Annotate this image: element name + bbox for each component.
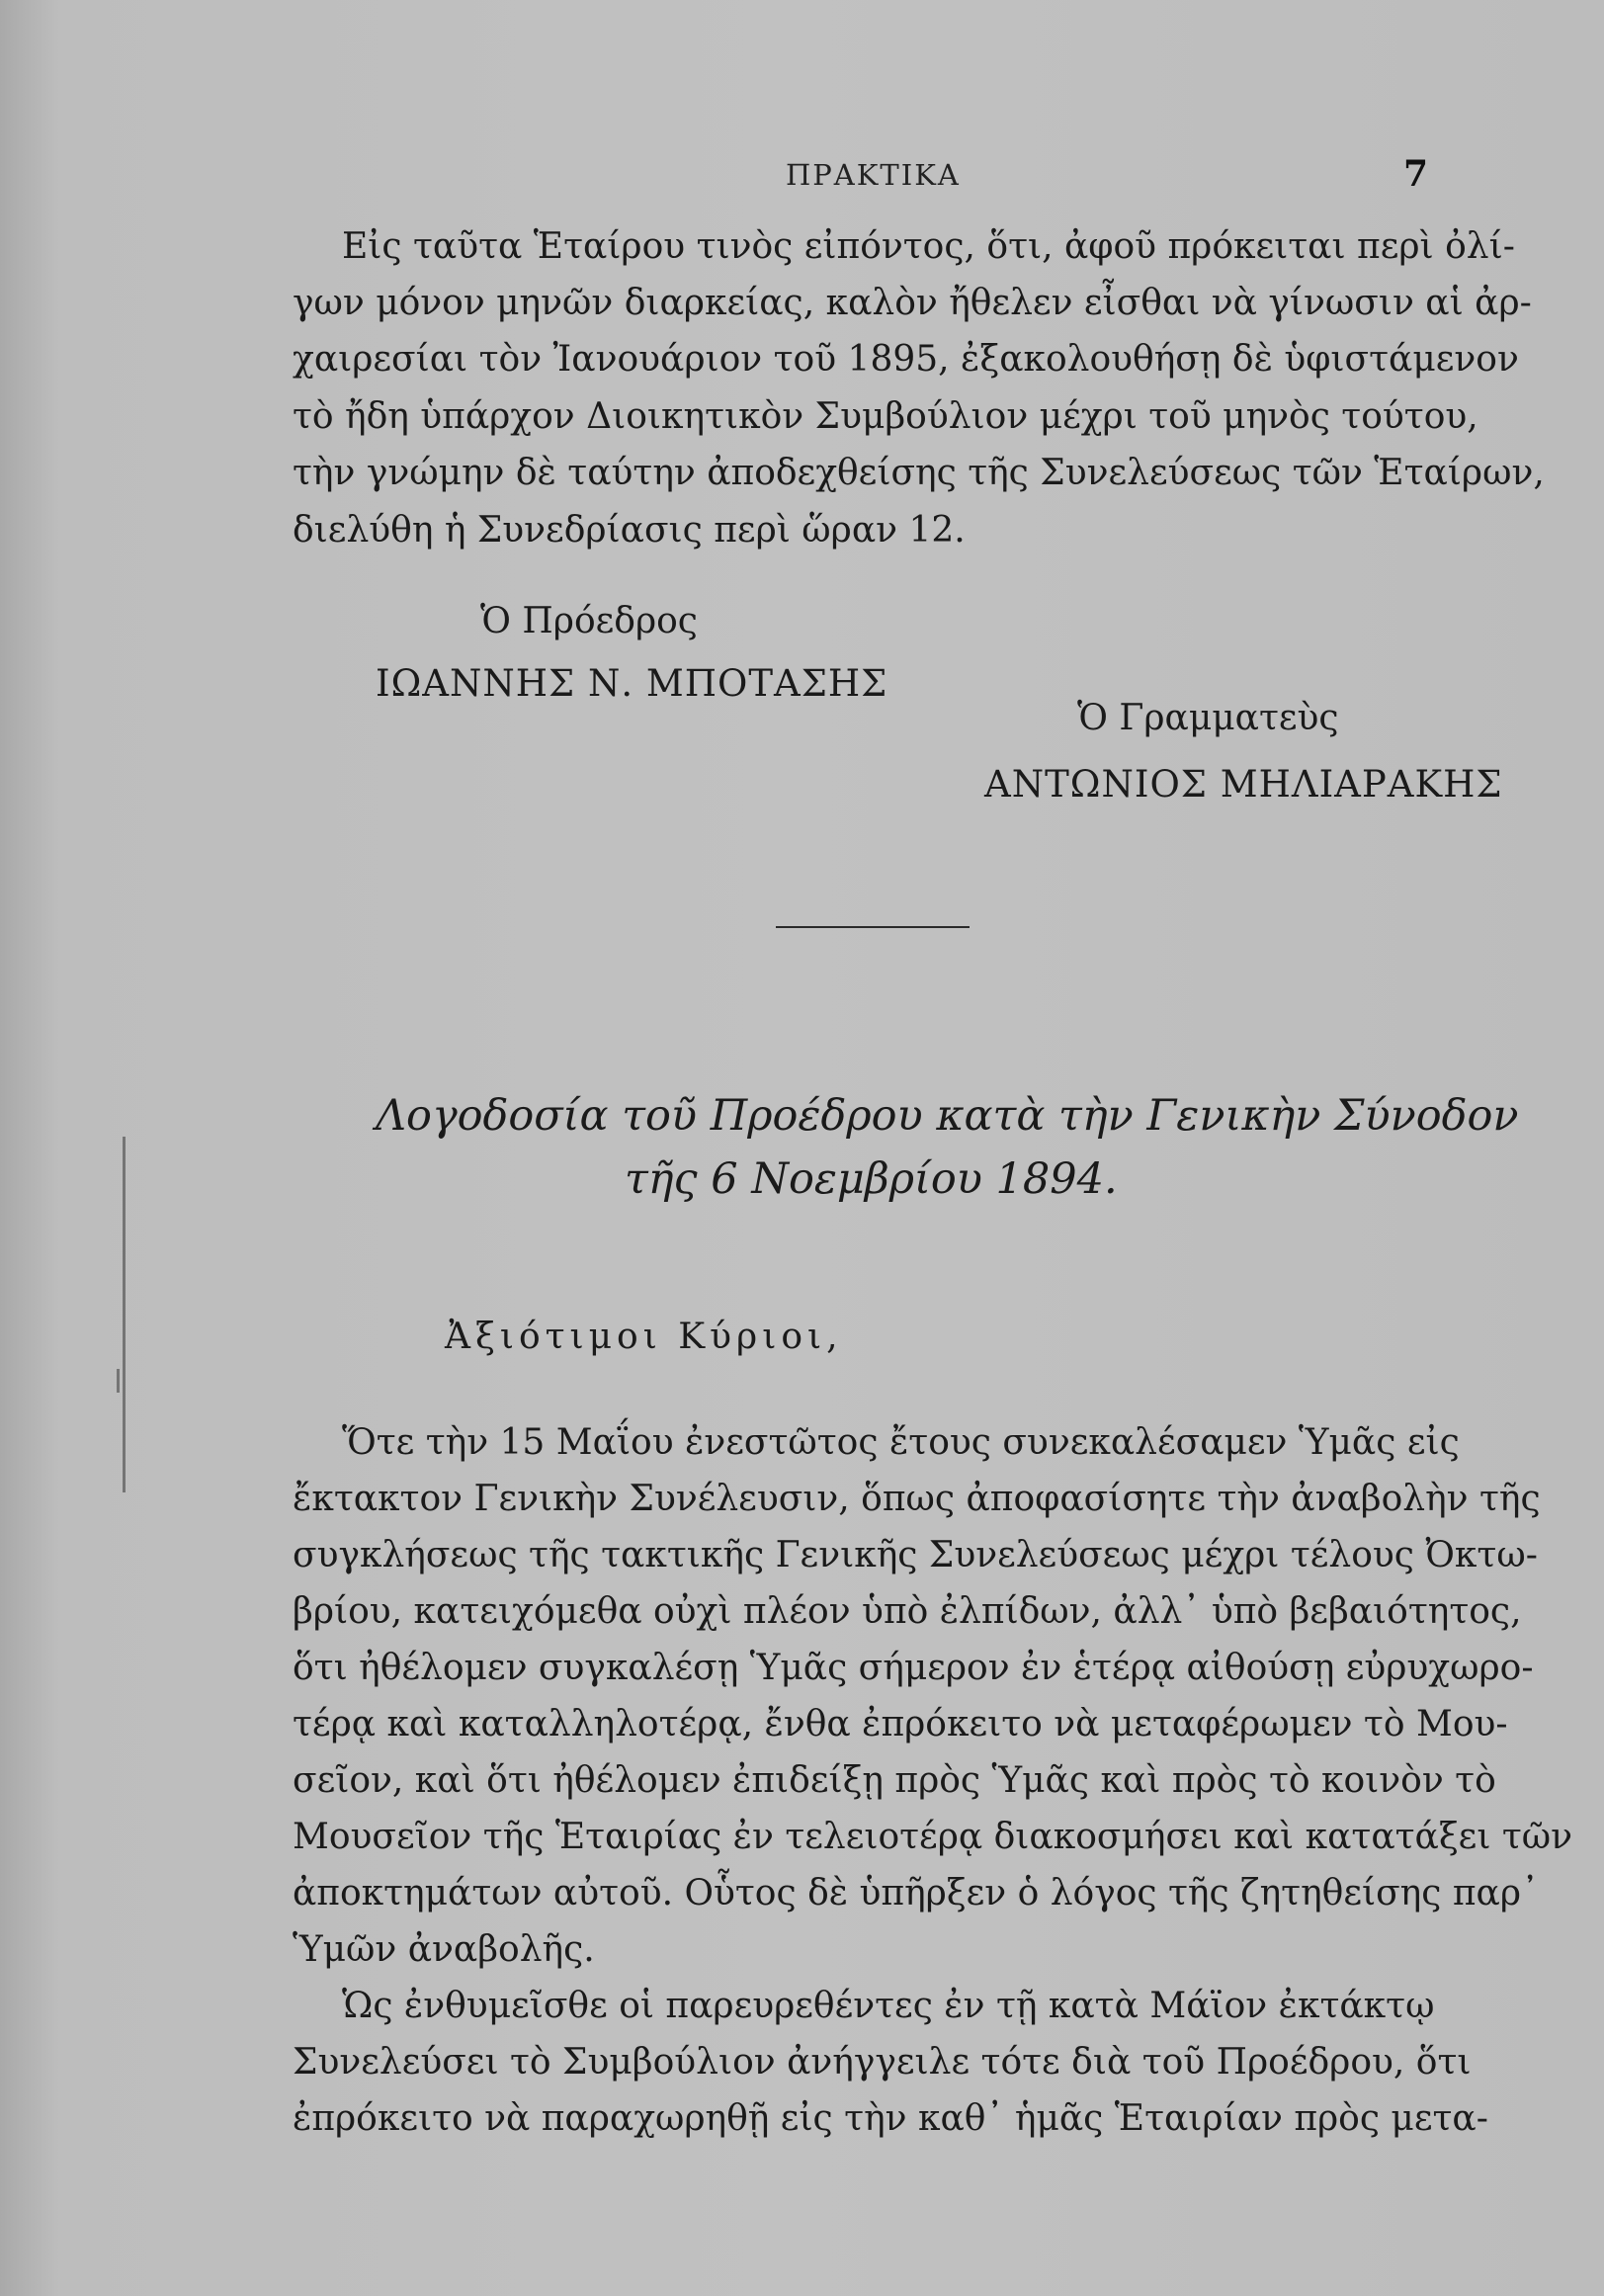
- paragraph-2-line: Ὅτε τὴν 15 Μαΐου ἐνεστῶτος ἔτους συνεκαλέσαμεν Ὑμᾶς εἰς: [342, 1422, 1460, 1463]
- salutation: Ἀξιότιμοι Κύριοι,: [445, 1317, 843, 1357]
- paragraph-1-line: διελύθη ἡ Συνεδρίασις περὶ ὥραν 12.: [293, 510, 966, 551]
- president-title: Ὁ Πρόεδρος: [480, 601, 698, 641]
- paragraph-2-line: βρίου, κατειχόμεθα οὐχὶ πλέον ὑπὸ ἐλπίδων, ἀλλ᾽ ὑπὸ βεβαιότητος,: [293, 1591, 1522, 1632]
- secretary-name: ΑΝΤΩΝΙΟΣ ΜΗΛΙΑΡΑΚΗΣ: [984, 763, 1503, 806]
- section-divider: [776, 926, 970, 928]
- paragraph-3-line: Συνελεύσει τὸ Συμβούλιον ἀνήγγειλε τότε διὰ τοῦ Προέδρου, ὅτι: [293, 2042, 1472, 2083]
- paragraph-2-line: τέρᾳ καὶ καταλληλοτέρᾳ, ἔνθα ἐπρόκειτο νὰ μεταφέρωμεν τὸ Μου-: [293, 1704, 1508, 1744]
- paragraph-2-line: Μουσεῖον τῆς Ἑταιρίας ἐν τελειοτέρᾳ διακοσμήσει καὶ κατατάξει τῶν: [293, 1817, 1573, 1857]
- president-name: ΙΩΑΝΝΗΣ Ν. ΜΠΟΤΑΣΗΣ: [376, 662, 888, 705]
- binding-gutter-mark: [123, 1137, 126, 1492]
- paragraph-1-line: χαιρεσίαι τὸν Ἰανουάριον τοῦ 1895, ἐξακολουθήσῃ δὲ ὑφιστάμενον: [293, 339, 1519, 380]
- paragraph-1-line: τὴν γνώμην δὲ ταύτην ἀποδεχθείσης τῆς Συνελεύσεως τῶν Ἑταίρων,: [293, 453, 1545, 493]
- paragraph-3-line: Ὡς ἐνθυμεῖσθε οἱ παρευρεθέντες ἐν τῇ κατὰ Μάϊον ἐκτάκτῳ: [342, 1986, 1435, 2026]
- paragraph-1-line: τὸ ἤδη ὑπάρχον Διοικητικὸν Συμβούλιον μέχρι τοῦ μηνὸς τούτου,: [293, 396, 1478, 437]
- paragraph-2-line: Ὑμῶν ἀναβολῆς.: [293, 1929, 595, 1970]
- running-header: ΠΡΑΚΤΙΚΑ: [786, 158, 961, 192]
- binding-gutter-tick: [117, 1369, 129, 1393]
- paragraph-2-line: ἔκτακτον Γενικὴν Συνέλευσιν, ὅπως ἀποφασίσητε τὴν ἀναβολὴν τῆς: [293, 1479, 1541, 1519]
- paragraph-2-line: συγκλήσεως τῆς τακτικῆς Γενικῆς Συνελεύσεως μέχρι τέλους Ὀκτω-: [293, 1535, 1538, 1575]
- section-title-line-2: τῆς 6 Νοεμβρίου 1894.: [625, 1154, 1118, 1204]
- paragraph-2-line: σεῖον, καὶ ὅτι ἠθέλομεν ἐπιδείξῃ πρὸς Ὑμᾶς καὶ πρὸς τὸ κοινὸν τὸ: [293, 1760, 1496, 1801]
- page-number: 7: [1403, 153, 1429, 195]
- paragraph-1-line: Εἰς ταῦτα Ἑταίρου τινὸς εἰπόντος, ὅτι, ἀφοῦ πρόκειται περὶ ὀλί-: [342, 226, 1515, 267]
- section-title-line-1: Λογοδοσία τοῦ Προέδρου κατὰ τὴν Γενικὴν Σύνοδον: [376, 1091, 1519, 1141]
- paragraph-2-line: ὅτι ἠθέλομεν συγκαλέσῃ Ὑμᾶς σήμερον ἐν ἑτέρᾳ αἰθούσῃ εὐρυχωρο-: [293, 1648, 1534, 1688]
- paragraph-1-line: γων μόνον μηνῶν διαρκείας, καλὸν ἤθελεν εἶσθαι νὰ γίνωσιν αἱ ἀρ-: [293, 283, 1532, 323]
- paragraph-3-line: ἐπρόκειτο νὰ παραχωρηθῇ εἰς τὴν καθ᾽ ἡμᾶς Ἑταιρίαν πρὸς μετα-: [293, 2098, 1488, 2139]
- secretary-title: Ὁ Γραμματεὺς: [1077, 698, 1339, 738]
- paragraph-2-line: ἀποκτημάτων αὐτοῦ. Οὗτος δὲ ὑπῆρξεν ὁ λόγος τῆς ζητηθείσης παρ᾽: [293, 1873, 1539, 1913]
